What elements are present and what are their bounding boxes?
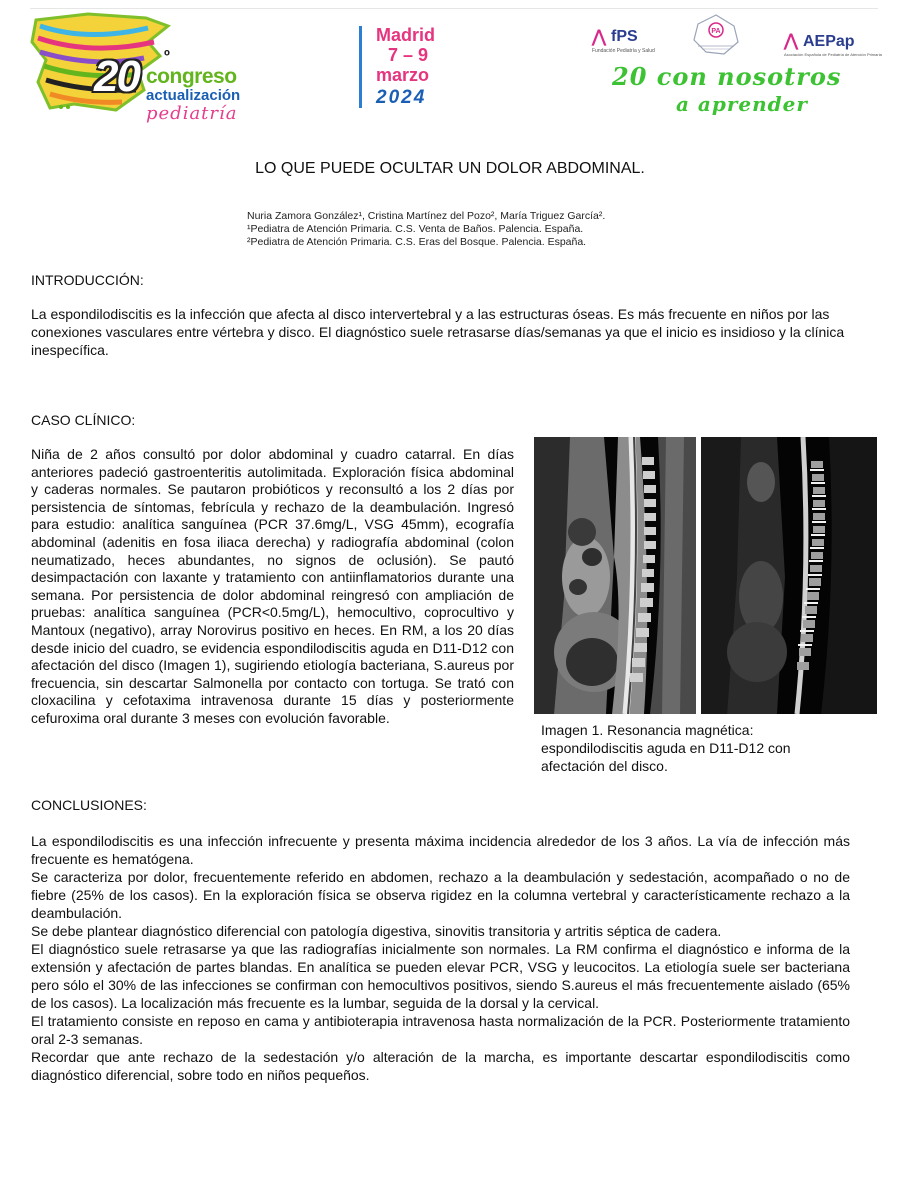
mri-sagittal-2: [701, 437, 877, 714]
conclusion-paragraph: La espondilodiscitis es una infección infrecuente y presenta máxima incidencia alrededor de los 3 años. La vía de infección más frecuente es hematógena.: [31, 833, 850, 867]
congress-number: 20: [94, 52, 139, 101]
slogan-line-2: a aprender: [676, 92, 808, 116]
fps-logo-text: fPS: [611, 28, 638, 45]
congress-specialty: pediatría: [146, 103, 238, 124]
introduction-text: La espondilodiscitis es la infección que afecta al disco intervertebral y a las estructuras óseas. Es más frecuente en niños por las conexiones vasculares entre vértebra y disco. El diagnóstico suele retrasarse días/semanas ya que el inicio es insidioso y la clínica inespecífica.: [31, 306, 845, 358]
conclusion-paragraph: El tratamiento consiste en reposo en cama y antibioterapia intravenosa hasta normalización de la PCR. Posteriormente tratamiento oral 2-3 semanas.: [31, 1013, 850, 1047]
event-month: marzo: [376, 65, 430, 85]
poster-title: LO QUE PUEDE OCULTAR UN DOLOR ABDOMINAL.: [255, 160, 645, 177]
mri-image-t2: [534, 437, 696, 714]
case-text: Niña de 2 años consultó por dolor abdominal y cuadro catarral. En días anteriores padeció gastroenteritis autolimitada. Exploración física abdominal y caderas normales. Se pautaron probióticos y reconsultó a los 2 días por persistencia de síntomas, febrícula y rechazo de la deambulación. Ingresó para estudio: analítica sanguínea (PCR 37.6mg/L, VSG 45mm), ecografía abdominal (adenitis en fosa iliaca derecha) y radiografía abdominal (colon neumatizado, heces abundantes, no signos de oclusión). Se pautó desimpactación con laxante y tratamiento con antiinflamatorios durante una semana. Por persistencia de dolor abdominal reingresó con ampliación de pruebas: analítica sanguínea (PCR<0.5mg/L), hemocultivo, coprocultivo y Mantoux (negativo), array Norovirus positivo en heces. En RM, a los 20 días desde inicio del cuadro, se evidencia espondilodiscitis aguda en D11-D12 con afectación del disco (Imagen 1), sugiriendo etiología bacteriana, S.aureus por frecuencia, sin descartar Salmonella por contacto con tortuga. Se trató con cloxacilina y cefotaxima intravenosa durante 15 días y posteriormente cefuroxima oral durante 3 meses con evolución favorable.: [31, 446, 514, 726]
aepap-logo: [784, 31, 882, 57]
case-heading: CASO CLÍNICO:: [31, 412, 136, 428]
congress-word: congreso: [146, 65, 237, 88]
event-dates: 7 – 9: [388, 45, 429, 65]
top-rule: [30, 8, 878, 9]
conclusion-paragraph: Se caracteriza por dolor, frecuentemente referido en abdomen, rechazo a la deambulación y sedestación, acompañado o no de fiebre (25% de los casos). En la exploración física se observa rigidez en la columna vertebral y característicamente rechazo a la deambulación.: [31, 869, 850, 921]
regional-logo-text: PA: [711, 28, 721, 35]
conclusion-paragraph: El diagnóstico suele retrasarse ya que las radiografías inicialmente son normales. La RM confirma el diagnóstico e informa de la extensión y afectación de partes blandas. En analítica se pueden elevar PCR, VSG y leucocitos. La etiología suele ser bacteriana pero sólo el 30% de las infecciones se confirman con hemocultivos positivos, siendo S.aureus el más frecuentemente aislado (65% de los casos). La localización más frecuente es la lumbar, seguida de la dorsal y la cervical.: [31, 941, 850, 1011]
aepap-logo-text: AEPap: [803, 33, 855, 50]
affiliation-2: ²Pediatra de Atención Primaria. C.S. Eras del Bosque. Palencia. España.: [247, 236, 587, 248]
mri-image-stir: [701, 437, 877, 714]
mri-sagittal-1: [534, 437, 696, 714]
regional-society-logo: [688, 12, 744, 56]
event-year: 2024: [376, 87, 427, 108]
fps-logo: [592, 27, 672, 57]
author-names: Nuria Zamora González¹, Cristina Martínez del Pozo², María Triguez García².: [247, 210, 606, 222]
image-caption: Imagen 1. Resonancia magnética: espondilodiscitis aguda en D11-D12 con afectación del disco.: [541, 722, 791, 774]
affiliation-1: ¹Pediatra de Atención Primaria. C.S. Venta de Baños. Palencia. España.: [247, 223, 584, 235]
fps-figure-icon: ⋀: [592, 27, 606, 46]
congress-subtitle: actualización: [146, 87, 241, 104]
header-divider: [359, 26, 362, 108]
congress-logo: [28, 12, 253, 124]
madrid-map-icon: [688, 12, 744, 56]
conclusions-heading: CONCLUSIONES:: [31, 797, 147, 813]
conclusions-text: [31, 832, 850, 1084]
aepap-logo-subtitle: Asociación Española de Pediatría de Atención Primaria: [784, 52, 882, 57]
aepap-figure-icon: ⋀: [784, 31, 798, 50]
fps-logo-subtitle: Fundación Pediatría y Salud: [592, 48, 655, 54]
introduction-heading: INTRODUCCIÓN:: [31, 272, 144, 288]
slogan-line-1: 20 con nosotros: [612, 62, 842, 91]
congress-degree: º: [164, 48, 170, 65]
conclusion-paragraph: Recordar que ante rechazo de la sedestación y/o alteración de la marcha, es importante descartar espondilodiscitis como diagnóstico diferencial, sobre todo en niños pequeños.: [31, 1049, 850, 1083]
event-city: Madrid: [376, 25, 436, 45]
authors-block: [247, 210, 605, 249]
conclusion-paragraph: Se debe plantear diagnóstico diferencial con patología digestiva, sinovitis transitoria y artritis séptica de cadera.: [31, 923, 722, 939]
